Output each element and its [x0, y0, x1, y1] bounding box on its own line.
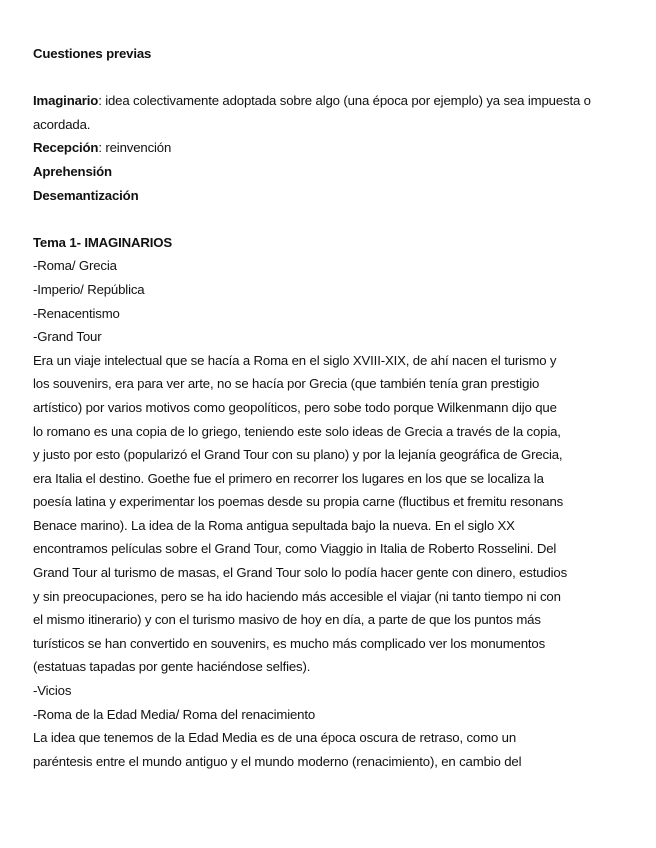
definition-recepcion	[33, 136, 632, 160]
definition-text: : idea colectivamente adoptada sobre algo (una época por ejemplo) ya sea impuesta o acordada.	[33, 93, 591, 132]
paragraph-line: (estatuas tapadas por gente haciéndose selfies).	[33, 659, 311, 675]
paragraph-line: lo romano es una copia de lo griego, teniendo este solo ideas de Grecia a través de la copia,	[33, 423, 561, 439]
definition-text: : reinvención	[98, 140, 172, 156]
paragraph-line: y sin preocupaciones, pero se ha ido haciendo más accesible el viajar (ni tanto tiempo ni con	[33, 588, 561, 604]
list-item: -Roma de la Edad Media/ Roma del renacimiento	[33, 706, 316, 722]
list-item: -Roma/ Grecia	[33, 258, 117, 274]
list-item: -Imperio/ República	[33, 281, 145, 297]
blank-line	[33, 66, 632, 90]
paragraph-line: y justo por esto (popularizó el Grand Tour con su plano) y por la lejanía geográfica de Grecia,	[33, 447, 563, 463]
definition-term: Imaginario	[33, 93, 99, 109]
section-heading: Cuestiones previas	[33, 46, 152, 61]
grand-tour-paragraph	[33, 349, 632, 679]
definition-term: Recepción	[33, 140, 99, 156]
list-item: -Renacentismo	[33, 305, 120, 321]
paragraph-line: Grand Tour al turismo de masas, el Grand Tour solo lo podía hacer gente con dinero, estudios	[33, 565, 568, 581]
paragraph-line: La idea que tenemos de la Edad Media es de una época oscura de retraso, como un	[33, 730, 517, 746]
topic-title: Tema 1- IMAGINARIOS	[33, 234, 173, 250]
paragraph-line: turísticos se han convertido en souvenirs, es mucho más complicado ver los monumentos	[33, 635, 546, 651]
paragraph-line: los souvenirs, era para ver arte, no se hacía por Grecia (que también tenía gran prestigio	[33, 376, 540, 392]
definition-desemantizacion: Desemantización	[33, 187, 139, 203]
definition-aprehension: Aprehensión	[33, 163, 112, 179]
paragraph-line: Benace marino). La idea de la Roma antigua sepultada bajo la nueva. En el siglo XX	[33, 517, 515, 533]
paragraph-line: Era un viaje intelectual que se hacía a Roma en el siglo XVIII-XIX, de ahí nacen el turismo y	[33, 352, 557, 368]
paragraph-line: era Italia el destino. Goethe fue el primero en recorrer los lugares en los que se localiza la	[33, 470, 544, 486]
blank-line	[33, 207, 632, 231]
paragraph-line: el mismo itinerario) y con el turismo masivo de hoy en día, a parte de que los puntos más	[33, 612, 541, 628]
list-item: -Vicios	[33, 683, 72, 699]
paragraph-line: artístico) por varios motivos como geopolíticos, pero sobe todo porque Wilkenmann dijo que	[33, 399, 557, 415]
paragraph-line: encontramos películas sobre el Grand Tour, como Viaggio in Italia de Roberto Rosselini. Del	[33, 541, 557, 557]
paragraph-line: poesía latina y experimentar los poemas desde su propia carne (fluctibus et fremitu resonans	[33, 494, 564, 510]
definition-imaginario	[33, 89, 623, 136]
list-item: -Grand Tour	[33, 329, 102, 345]
paragraph-line: paréntesis entre el mundo antiguo y el mundo moderno (renacimiento), en cambio del	[33, 753, 522, 769]
edad-media-paragraph	[33, 726, 632, 773]
